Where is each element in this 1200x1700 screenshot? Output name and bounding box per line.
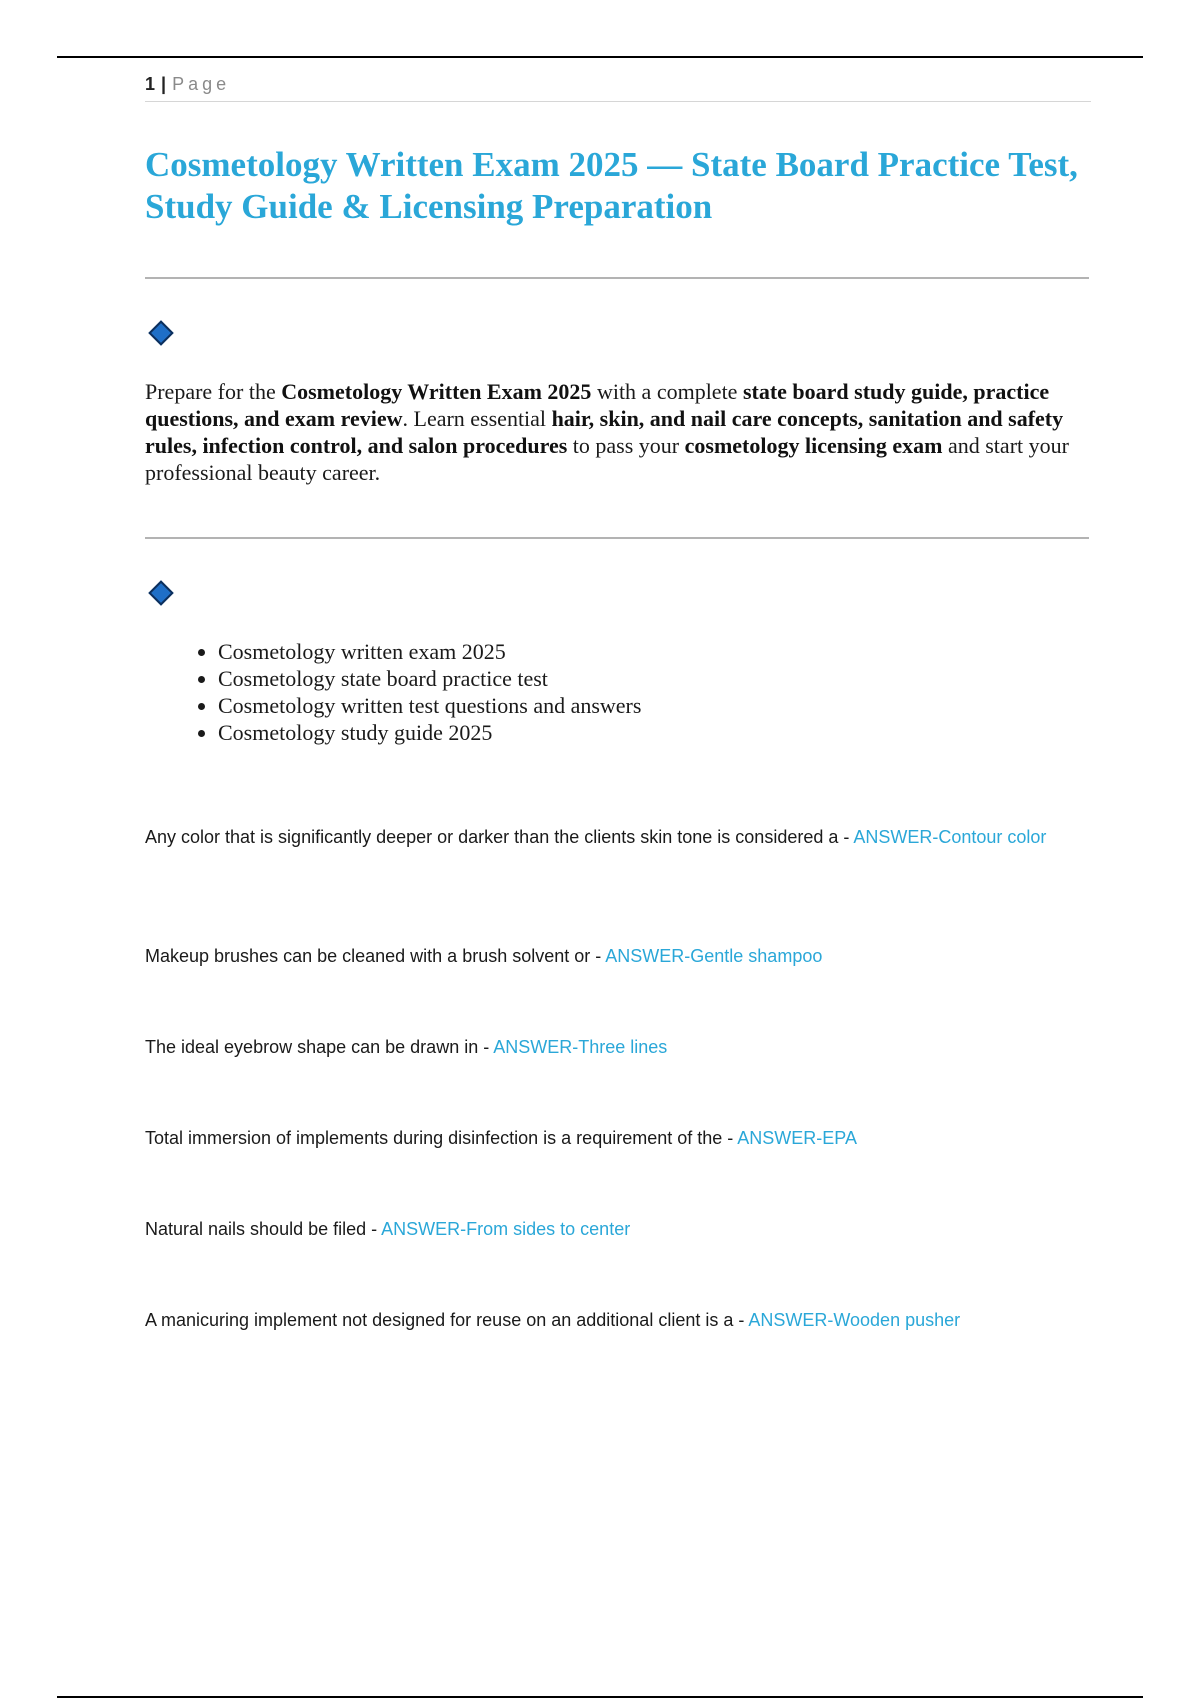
diamond-bullet-icon xyxy=(148,320,173,345)
intro-bold: Cosmetology Written Exam 2025 xyxy=(281,379,592,404)
page-top-border xyxy=(57,56,1143,58)
intro-bold: hair, skin, and nail care concepts, sanitation and safety rules, infection control, and salon procedures xyxy=(145,406,1064,458)
answer-text: ANSWER-EPA xyxy=(737,1128,857,1148)
question-text: The ideal eyebrow shape can be drawn in - xyxy=(145,1037,494,1057)
question-text: A manicuring implement not designed for reuse on an additional client is a - xyxy=(145,1310,749,1330)
qa-item xyxy=(145,823,1075,851)
intro-text: . Learn essential xyxy=(402,406,552,431)
diamond-bullet-icon xyxy=(148,580,173,605)
qa-item xyxy=(145,1215,1075,1243)
answer-text: ANSWER-Contour color xyxy=(853,827,1047,847)
keyword-item: • Cosmetology written test questions and answers xyxy=(218,692,641,719)
question-text: Total immersion of implements during disinfection is a requirement of the - xyxy=(145,1128,738,1148)
intro-text: and start your professional beauty career. xyxy=(145,433,1069,485)
document-title: Cosmetology Written Exam 2025 — State Board Practice Test, Study Guide & Licensing Preparation xyxy=(145,145,1078,226)
question-text: Natural nails should be filed - xyxy=(145,1219,382,1239)
qa-item xyxy=(145,1306,1075,1334)
intro-text: Prepare for the xyxy=(145,379,282,404)
intro-text: to pass your xyxy=(567,433,685,458)
question-text: Any color that is significantly deeper or darker than the clients skin tone is considered a - xyxy=(145,827,854,847)
intro-text: with a complete xyxy=(591,379,743,404)
question-text: Makeup brushes can be cleaned with a brush solvent or - xyxy=(145,946,606,966)
answer-text: ANSWER-From sides to center xyxy=(381,1219,631,1239)
keyword-list xyxy=(180,638,641,746)
page-number: 1 xyxy=(145,74,156,94)
page-label: Page xyxy=(172,74,231,94)
answer-text: ANSWER-Three lines xyxy=(493,1037,668,1057)
section-divider xyxy=(145,537,1089,539)
qa-item xyxy=(145,1124,1075,1152)
page-header xyxy=(145,74,1091,102)
keyword-item: • Cosmetology state board practice test xyxy=(218,665,641,692)
section-divider xyxy=(145,277,1089,279)
page-bottom-border xyxy=(57,1696,1143,1698)
answer-text: ANSWER-Wooden pusher xyxy=(748,1310,961,1330)
qa-item xyxy=(145,942,1075,970)
qa-item xyxy=(145,1033,1075,1061)
intro-bold: cosmetology licensing exam xyxy=(684,433,943,458)
answer-text: ANSWER-Gentle shampoo xyxy=(605,946,823,966)
keyword-item: • Cosmetology study guide 2025 xyxy=(218,719,641,746)
intro-bold: state board study guide, practice questions, and exam review xyxy=(145,379,1050,431)
keyword-item: • Cosmetology written exam 2025 xyxy=(218,638,641,665)
page-separator: | xyxy=(161,74,167,94)
intro-paragraph xyxy=(145,378,1095,486)
